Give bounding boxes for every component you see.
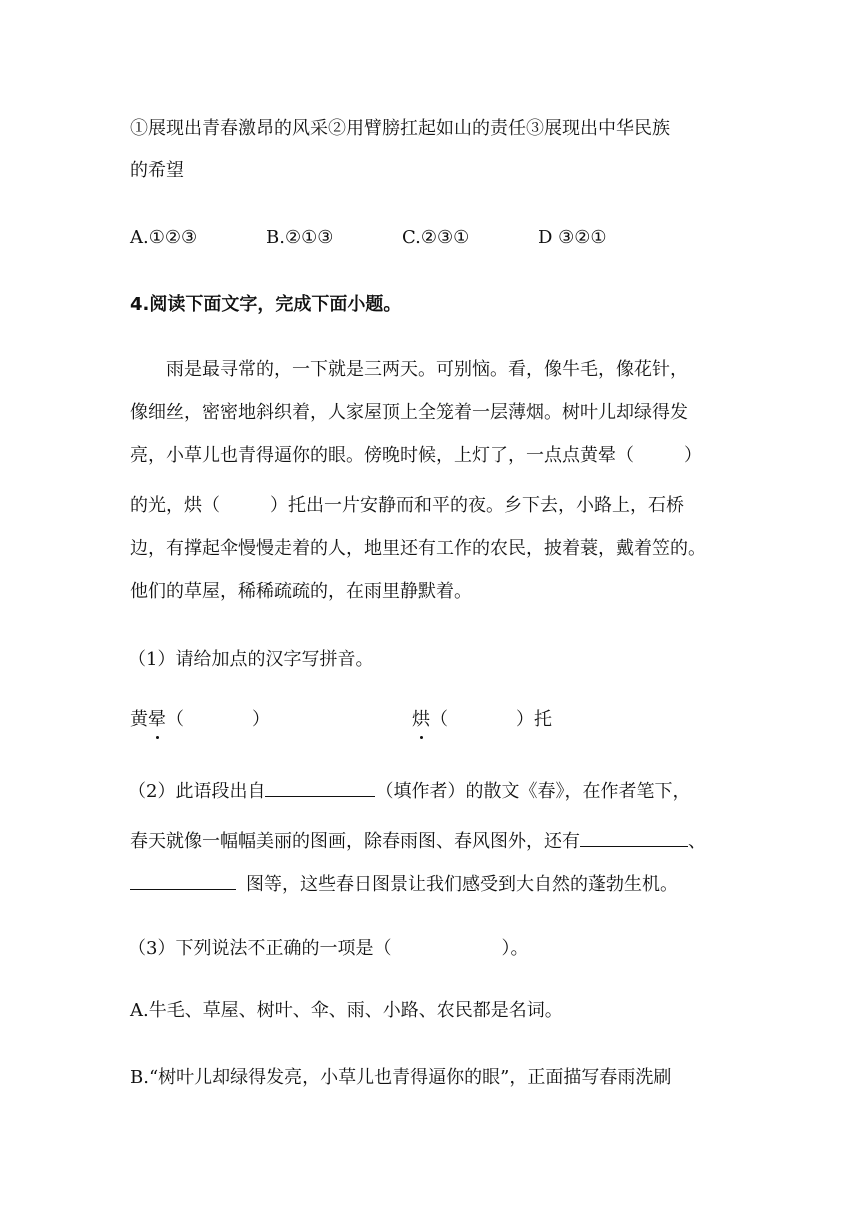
sub1-word2 bbox=[412, 706, 552, 734]
passage-line-4-lead: 的光，烘（ bbox=[130, 495, 220, 516]
passage-line-2: 像细丝，密密地斜织着，人家屋顶上全笼着一层薄烟。树叶儿却绿得发 bbox=[130, 402, 688, 423]
sub2-line-3 bbox=[130, 869, 678, 899]
passage-line-4-text: ）托出一片安静而和平的夜。乡下去，小路上，石桥 bbox=[270, 495, 684, 516]
passage-line-3-text: 亮，小草儿也青得逼你的眼。傍晚时候，上灯了，一点点黄晕（ bbox=[130, 445, 634, 466]
sub2-line-2-sep: 、 bbox=[688, 831, 706, 852]
passage-line-3 bbox=[130, 442, 702, 470]
q3-option-a: A.①②③ bbox=[130, 227, 198, 248]
sub3-option-a: A.牛毛、草屋、树叶、伞、雨、小路、农民都是名词。 bbox=[130, 1000, 563, 1021]
word2-blank-open: （ bbox=[430, 709, 448, 730]
sub3-prompt-close: ）。 bbox=[501, 938, 529, 959]
sub2-line-2-text: 春天就像一幅幅美丽的图画，除春雨图、春风图外，还有 bbox=[130, 831, 580, 852]
sub2-line-3-text: 图等，这些春日图景让我们感受到大自然的蓬勃生机。 bbox=[246, 874, 678, 895]
q3-option-d: D ③②① bbox=[538, 227, 607, 248]
q3-option-c: C.②③① bbox=[402, 227, 470, 248]
sub3-prompt bbox=[128, 935, 528, 963]
passage-blank-1-close: ） bbox=[684, 445, 702, 466]
q3-item-list-line-2: 的希望 bbox=[130, 160, 184, 181]
sub2-line-1-text: （填作者）的散文《春》，在作者笔下， bbox=[375, 781, 691, 802]
sub1-pinyin-row bbox=[130, 706, 270, 734]
word1-blank-open: （ bbox=[166, 709, 184, 730]
word1-blank-close: ） bbox=[252, 709, 270, 730]
q3-item-list-line-1: ①展现出青春激昂的风采②用臂膀扛起如山的责任③展现出中华民族 bbox=[130, 118, 670, 139]
sub2-line-2 bbox=[130, 826, 706, 856]
sub2-line-1 bbox=[128, 776, 690, 806]
q3-option-b: B.②①③ bbox=[266, 227, 334, 248]
word2-dotted-char: 烘 bbox=[412, 706, 430, 734]
q4-heading: 4.阅读下面文字，完成下面小题。 bbox=[130, 294, 402, 315]
author-blank bbox=[265, 776, 375, 797]
passage-line-5: 边，有撑起伞慢慢走着的人，地里还有工作的农民，披着蓑，戴着笠的。 bbox=[130, 538, 706, 559]
sub3-option-b: B.“树叶儿却绿得发亮，小草儿也青得逼你的眼”，正面描写春雨洗刷 bbox=[130, 1067, 672, 1088]
scene-blank-1 bbox=[580, 826, 688, 847]
scene-blank-2 bbox=[130, 869, 236, 890]
passage-line-1: 雨是最寻常的，一下就是三两天。可别恼。看，像牛毛，像花针， bbox=[166, 359, 688, 380]
sub3-prompt-text: （3）下列说法不正确的一项是（ bbox=[128, 938, 392, 959]
sub2-line-1-lead: （2）此语段出自 bbox=[128, 781, 266, 802]
word1-dotted-char: 晕 bbox=[148, 706, 166, 734]
word2-blank-close: ）托 bbox=[516, 709, 552, 730]
passage-line-6: 他们的草屋，稀稀疏疏的，在雨里静默着。 bbox=[130, 581, 472, 602]
passage-line-4 bbox=[130, 492, 684, 520]
sub1-prompt: （1）请给加点的汉字写拼音。 bbox=[128, 649, 374, 670]
word1-char: 黄 bbox=[130, 709, 148, 730]
